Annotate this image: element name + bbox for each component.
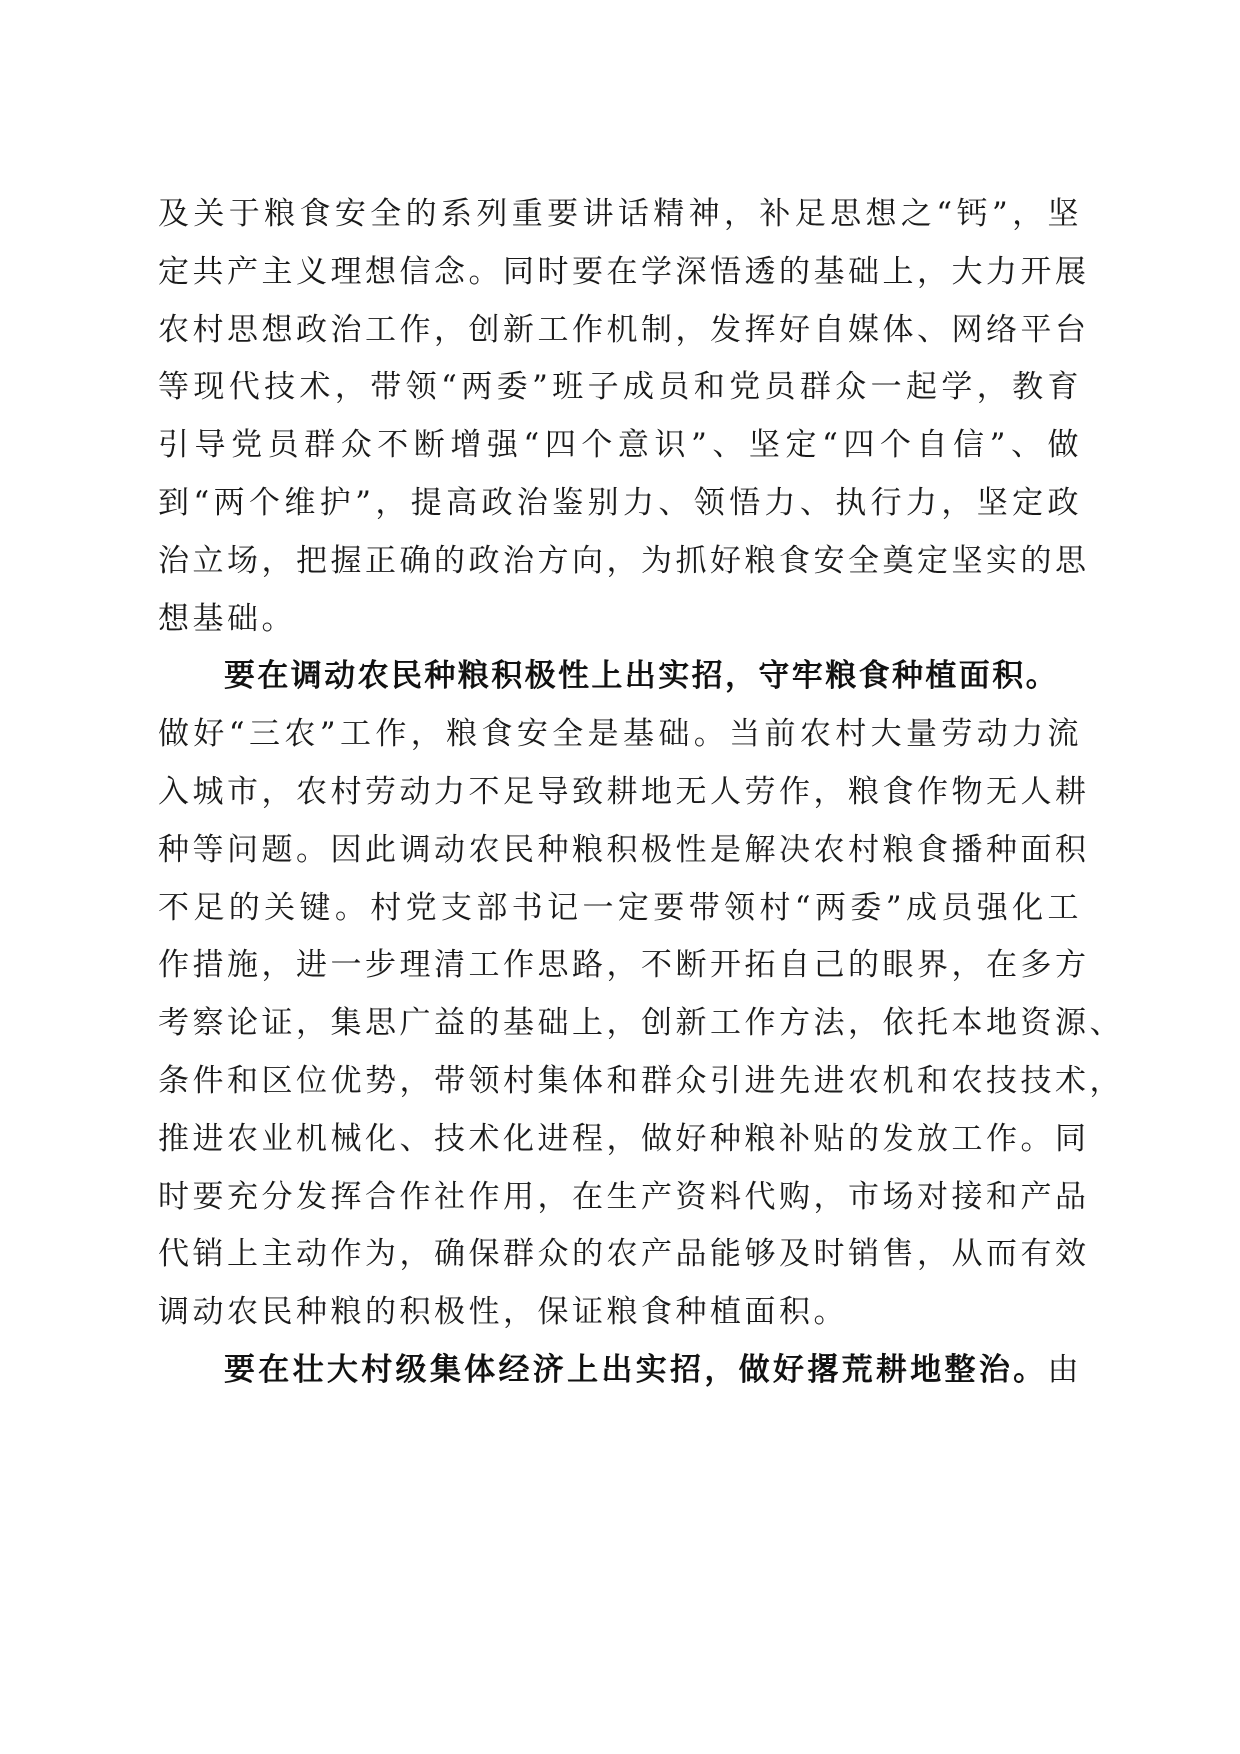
paragraph-1-line: 引导党员群众不断增强“四个意识”、坚定“四个自信”、做 — [158, 427, 1082, 464]
paragraph-2-line: 代销上主动作为，确保群众的农产品能够及时销售，从而有效 — [158, 1236, 1090, 1273]
paragraph-1-line: 农村思想政治工作，创新工作机制，发挥好自媒体、网络平台 — [158, 311, 1090, 348]
paragraph-1-line: 定共产主义理想信念。同时要在学深悟透的基础上，大力开展 — [158, 253, 1090, 290]
paragraph-1-line: 及关于粮食安全的系列重要讲话精神，补足思想之“钙”，坚 — [158, 196, 1082, 232]
paragraph-2-line: 种等问题。因此调动农民种粮积极性是解决农村粮食播种面积 — [158, 831, 1090, 868]
paragraph-2-line: 调动农民种粮的积极性，保证粮食种植面积。 — [158, 1294, 848, 1331]
paragraph-2-line: 时要充分发挥合作社作用，在生产资料代购，市场对接和产品 — [158, 1178, 1090, 1215]
paragraph-3-text: 由 — [1047, 1351, 1082, 1388]
paragraph-2-line: 不足的关键。村党支部书记一定要带领村“两委”成员强化工 — [158, 889, 1082, 926]
paragraph-2-line: 条件和区位优势，带领村集体和群众引进先进农机和农技技术， — [158, 1062, 1124, 1099]
paragraph-2-line: 入城市，农村劳动力不足导致耕地无人劳作，粮食作物无人耕 — [158, 773, 1090, 810]
paragraph-2-line: 作措施，进一步理清工作思路，不断开拓自己的眼界，在多方 — [158, 947, 1090, 984]
paragraph-2-line: 推进农业机械化、技术化进程，做好种粮补贴的发放工作。同 — [158, 1120, 1090, 1157]
paragraph-3-heading-line — [158, 1342, 1082, 1400]
paragraph-1-line: 治立场，把握正确的政治方向，为抓好粮食安全奠定坚实的思 — [158, 542, 1090, 579]
paragraph-1-line: 想基础。 — [158, 600, 296, 637]
paragraph-2-line: 考察论证，集思广益的基础上，创新工作方法，依托本地资源、 — [158, 1005, 1124, 1042]
paragraph-1-line: 到“两个维护”，提高政治鉴别力、领悟力、执行力，坚定政 — [158, 484, 1082, 521]
paragraph-1-line: 等现代技术，带领“两委”班子成员和党员群众一起学，教育 — [158, 369, 1082, 406]
paragraph-2-heading-line — [158, 648, 1082, 706]
paragraph-2-heading: 要在调动农民种粮积极性上出实招，守牢粮食种植面积。 — [224, 658, 1059, 695]
document-body — [158, 186, 1124, 1400]
paragraph-2-line: 做好“三农”工作，粮食安全是基础。当前农村大量劳动力流 — [158, 716, 1082, 753]
paragraph-3-heading: 要在壮大村级集体经济上出实招，做好撂荒耕地整治。 — [224, 1351, 1048, 1388]
